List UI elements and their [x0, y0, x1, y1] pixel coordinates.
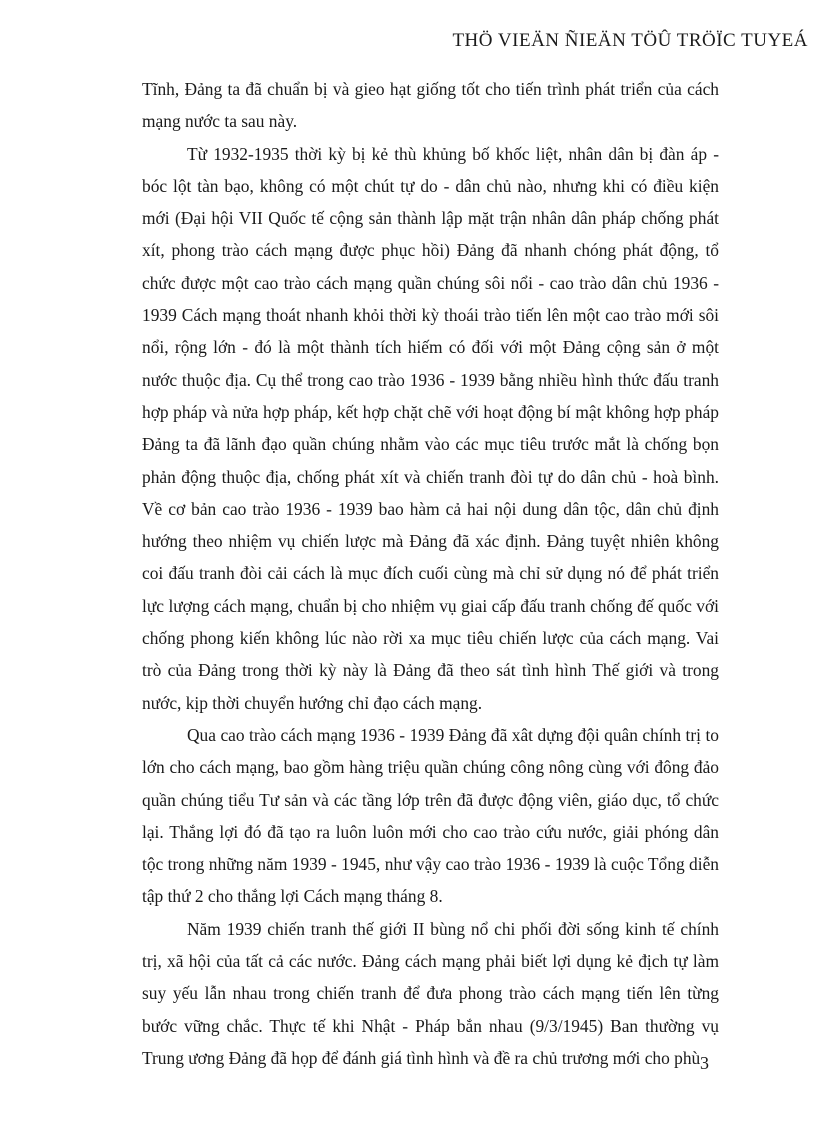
- paragraph: Năm 1939 chiến tranh thế giới II bùng nổ chi phối đời sống kinh tế chính trị, xã hội của tất cả các nước. Đảng cách mạng phải biết lợi dụng kẻ địch tự làm suy yếu lẫn nhau trong chiến tranh để đưa phong trào cách mạng tiến lên từng bước vững chắc. Thực tế khi Nhật - Pháp bắn nhau (9/3/1945) Ban thường vụ Trung ương Đảng đã họp để đánh giá tình hình và đề ra chủ trương mới cho phù: [142, 918, 719, 1068]
- document-body: [142, 73, 719, 1074]
- paragraph: Qua cao trào cách mạng 1936 - 1939 Đảng đã xât dựng đội quân chính trị to lớn cho cách mạng, bao gồm hàng triệu quần chúng công nông cùng với đông đảo quần chúng tiểu Tư sản và các tầng lớp trên đã được động viên, giáo dục, tổ chức lại. Thắng lợi đó đã tạo ra luôn luôn mới cho cao trào cứu nước, giải phóng dân tộc trong những năm 1939 - 1945, như vậy cao trào 1936 - 1939 là cuộc Tổng diễn tập thứ 2 cho thắng lợi Cách mạng tháng 8.: [142, 724, 719, 907]
- paragraph: Từ 1932-1935 thời kỳ bị kẻ thù khủng bố khốc liệt, nhân dân bị đàn áp - bóc lột tàn bạo, không có một chút tự do - dân chủ nào, nhưng khi có điều kiện mới (Đại hội VII Quốc tế cộng sản thành lập mặt trận nhân dân pháp chống phát xít, phong trào cách mạng được phục hồi) Đảng đã nhanh chóng phát động, tổ chức được một cao trào cách mạng quần chúng sôi nổi - cao trào dân chủ 1936 - 1939 Cách mạng thoát nhanh khỏi thời kỳ thoái trào tiến lên một cao trào mới sôi nổi, rộng lớn - đó là một thành tích hiếm có đối với một Đảng cộng sản ở một nước thuộc địa. Cụ thể trong cao trào 1936 - 1939 bằng nhiều hình thức đấu tranh hợp pháp và nửa hợp pháp, kết hợp chặt chẽ với hoạt động bí mật không hợp pháp Đảng ta đã lãnh đạo quần chúng nhằm vào các mục tiêu trước mắt là chống bọn phản động thuộc địa, chống phát xít và chiến tranh đòi tự do dân chủ - hoà bình. Về cơ bản cao trào 1936 - 1939 bao hàm cả hai nội dung dân tộc, dân chủ định hướng theo nhiệm vụ chiến lược mà Đảng đã xác định. Đảng tuyệt nhiên không coi đấu tranh đòi cải cách là mục đích cuối cùng mà chỉ sử dụng nó để phát triển lực lượng cách mạng, chuẩn bị cho nhiệm vụ giai cấp đấu tranh chống đế quốc với chống phong kiến không lúc nào rời xa mục tiêu chiến lược của cách mạng. Vai trò của Đảng trong thời kỳ này là Đảng đã theo sát tình hình Thế giới và trong nước, kịp thời chuyển hướng chỉ đạo cách mạng.: [142, 143, 719, 713]
- page-header: THÖ VIEÄN ÑIEÄN TÖÛ TRÖÏC TUYEÁ: [452, 30, 808, 51]
- page-number: 3: [700, 1053, 709, 1073]
- paragraph-continued: Tĩnh, Đảng ta đã chuẩn bị và gieo hạt giống tốt cho tiến trình phát triển của cách mạng nước ta sau này.: [142, 79, 719, 132]
